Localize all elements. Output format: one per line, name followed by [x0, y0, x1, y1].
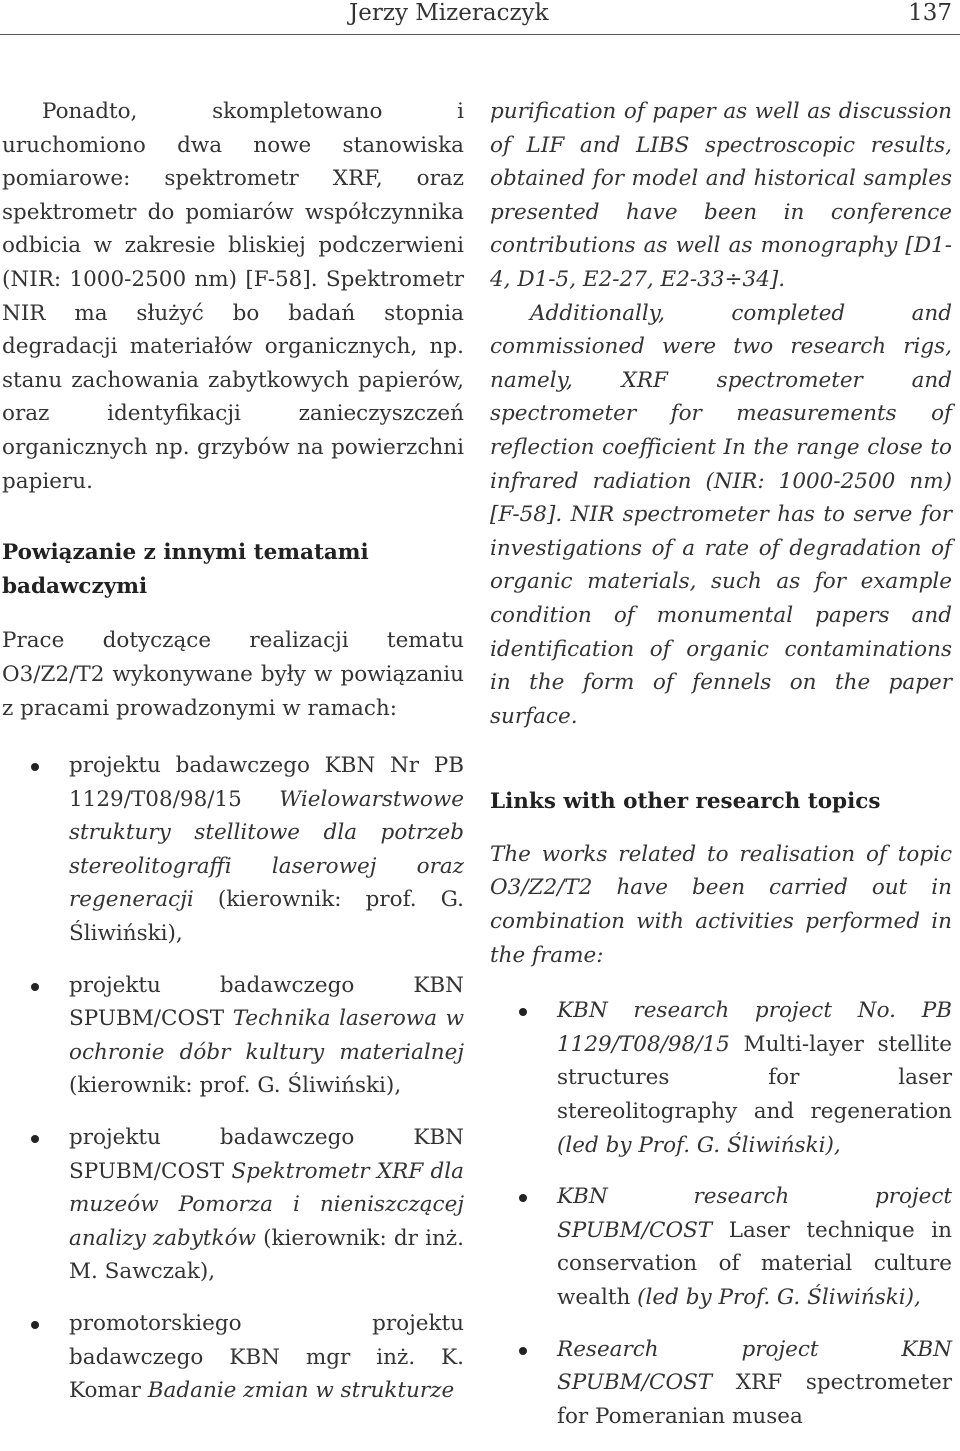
page-number: 137 — [908, 0, 952, 26]
bullet-icon — [519, 1008, 527, 1016]
item-title: XRF spectrometer for Pomeranian musea — [557, 1370, 952, 1429]
running-head-author: Jerzy Mizeraczyk — [349, 0, 549, 26]
item-text: projektu badawczego KBN SPUBM/COST — [69, 1125, 464, 1184]
item-title: Badanie zmian w strukturze — [147, 1378, 455, 1404]
list-item — [69, 1307, 464, 1408]
right-column-english — [490, 95, 952, 1451]
list-item — [69, 1121, 464, 1289]
project-list — [490, 994, 952, 1433]
item-text: projektu badawczego KBN Nr PB 1129/T08/98/15 — [69, 753, 464, 812]
item-title: Spektrometr XRF dla muzeów Pomorza i nieniszczącej analizy zabytków — [69, 1158, 465, 1251]
item-title: Technika laserowa w ochronie dóbr kultury materialnej — [69, 1006, 464, 1065]
bullet-icon — [31, 1321, 39, 1329]
intro-paragraph: Ponadto, skompletowano i uruchomiono dwa nowe stanowiska pomiarowe: spektrometr XRF, oraz spektrometr do pomiarów współczynnika odbicia w zakresie bliskiej podczerwieni (NIR: 1000-2500 nm) [F-58]. Spektrometr NIR ma służyć bo badań stopnia degradacji materiałów organicznych, np. stanu zachowania zabytkowych papierów, oraz identyfikacji zanieczyszczeń organicznych np. grzybów na powierzchni papieru. — [2, 99, 464, 494]
item-text: KBN research project SPUBM/COST — [557, 1184, 952, 1243]
list-item — [557, 1180, 952, 1314]
section-heading: Powiązanie z innymi tematami badawczymi — [2, 540, 369, 599]
bullet-icon — [31, 1135, 39, 1143]
list-item — [557, 1333, 952, 1434]
page-header — [0, 0, 960, 35]
list-item — [69, 969, 464, 1103]
item-note: (kierownik: dr inż. M. Sawczak), — [69, 1225, 464, 1285]
bullet-icon — [31, 763, 39, 771]
bullet-icon — [519, 1194, 527, 1202]
lead-paragraph: The works related to realisation of topic O3/Z2/T2 have been carried out in combination with activities performed in the frame: — [490, 841, 952, 968]
item-text: Research project KBN SPUBM/COST — [557, 1336, 952, 1396]
lead-paragraph: Prace dotyczące realizacji tematu O3/Z2/T2 wykonywane były w powiązaniu z pracami prowadzonymi w ramach: — [2, 628, 464, 721]
item-text: KBN research project No. PB 1129/T08/98/15 — [557, 998, 952, 1057]
item-note: (kierownik: prof. G. Śliwiński), — [69, 887, 464, 947]
item-title: Wielowarstwowe struktury stellitowe dla potrzeb stereolitograffi laserowej oraz regeneracji — [69, 786, 464, 913]
list-item — [69, 749, 464, 951]
item-note: (kierownik: prof. G. Śliwiński), — [69, 1073, 402, 1099]
continued-paragraph: purification of paper as well as discussion of LIF and LIBS spectroscopic results, obtained for model and historical samples presented have been in conference contributions as well as monography [D1-4, D1-5, E2-27, E2-33÷34]. — [490, 99, 952, 292]
item-title: Multi-layer stellite structures for laser stereolitography and regeneration — [557, 1031, 952, 1125]
item-text: projektu badawczego KBN SPUBM/COST — [69, 972, 464, 1032]
item-note: (led by Prof. G. Śliwiński), — [557, 1132, 841, 1158]
bullet-icon — [31, 983, 39, 991]
left-column-polish — [2, 95, 464, 1426]
list-item — [557, 994, 952, 1162]
rigs-paragraph: Additionally, completed and commissioned were two research rigs, namely, XRF spectrometer and spectrometer for measurements of reflection coefficient In the range close to infrared radiation (NIR: 1000-2500 nm) [F-58]. NIR spectrometer has to serve for investigations of a rate of degradation of organic materials, such as for example condition of monumental papers and identification of organic contaminations in the form of fennels on the paper surface. — [490, 300, 952, 729]
bullet-icon — [519, 1347, 527, 1355]
item-title: Laser technique in conservation of material culture wealth — [557, 1217, 952, 1310]
section-heading: Links with other research topics — [490, 789, 881, 815]
project-list — [2, 749, 464, 1408]
item-note: (led by Prof. G. Śliwiński), — [630, 1285, 921, 1310]
item-text: promotorskiego projektu badawczego KBN mgr inż. K. Komar — [69, 1311, 464, 1404]
